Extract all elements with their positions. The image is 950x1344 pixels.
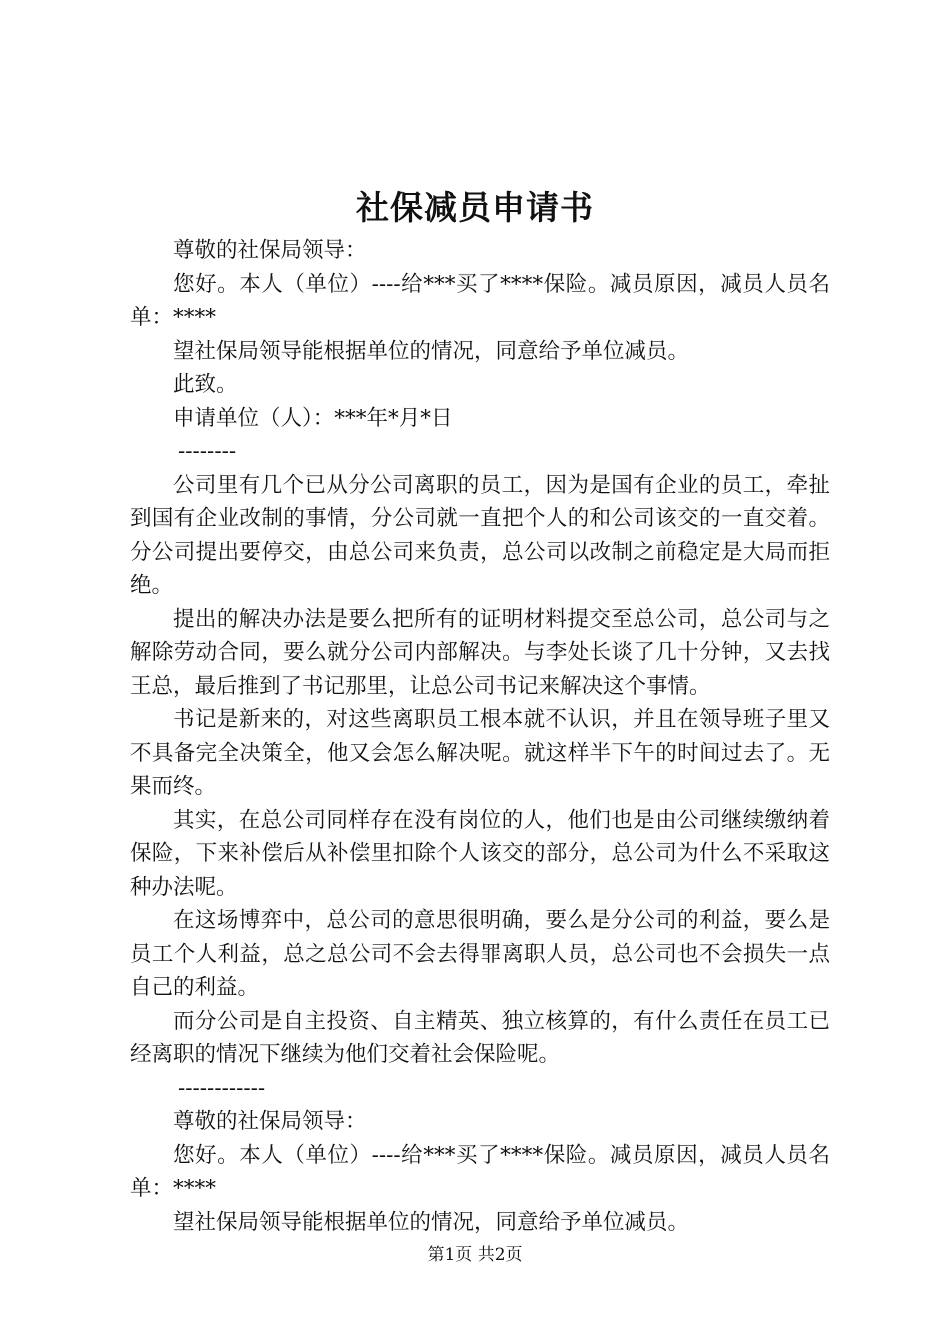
body-paragraph: 其实，在总公司同样存在没有岗位的人，他们也是由公司继续缴纳着保险，下来补偿后从补偿里扣除个人该交的部分，总公司为什么不采取这种办法呢。 [130,807,830,900]
separator-line-1: -------- [178,439,237,464]
letter2-greeting: 您好。本人（单位）----给***买了****保险。减员原因，减员人员名单：**** [130,1142,830,1201]
letter1-request: 望社保局领导能根据单位的情况，同意给予单位减员。 [173,338,690,364]
body-paragraph: 书记是新来的，对这些离职员工根本就不认识，并且在领导班子里又不具备完全决策全，他又会怎么解决呢。就这样半下午的时间过去了。无果而终。 [130,707,830,799]
letter2-request: 望社保局领导能根据单位的情况，同意给予单位减员。 [173,1209,690,1235]
body-paragraph: 公司里有几个已从分公司离职的员工，因为是国有企业的员工，牵扯到国有企业改制的事情，分公司就一直把个人的和公司该交的一直交着。分公司提出要停交，由总公司来负责，总公司以改制之前稳定是大局而拒绝。 [130,472,830,598]
letter1-salutation: 尊敬的社保局领导： [173,238,367,263]
letter1-closing: 此致。 [173,372,238,397]
document-body [130,234,830,1239]
page-footer: 第1页 共2页 [427,1245,523,1265]
letter1-signature: 申请单位（人）：***年*月*日 [173,405,453,431]
letter1-greeting: 您好。本人（单位）----给***买了****保险。减员原因，减员人员名单：**** [130,271,830,330]
body-paragraph: 提出的解决办法是要么把所有的证明材料提交至总公司，总公司与之解除劳动合同，要么就分公司内部解决。与李处长谈了几十分钟，又去找王总，最后推到了书记那里，让总公司书记来解决这个事情。 [130,606,830,699]
body-paragraph: 在这场博弈中，总公司的意思很明确，要么是分公司的利益，要么是员工个人利益，总之总公司不会去得罪离职人员，总公司也不会损失一点自己的利益。 [130,908,830,1000]
separator-line-2: ------------ [178,1075,266,1101]
letter2-salutation: 尊敬的社保局领导： [173,1109,367,1134]
document-title: 社保减员申请书 [356,188,594,227]
body-paragraph: 而分公司是自主投资、自主精英、独立核算的，有什么责任在员工已经离职的情况下继续为他们交着社会保险呢。 [130,1008,830,1067]
